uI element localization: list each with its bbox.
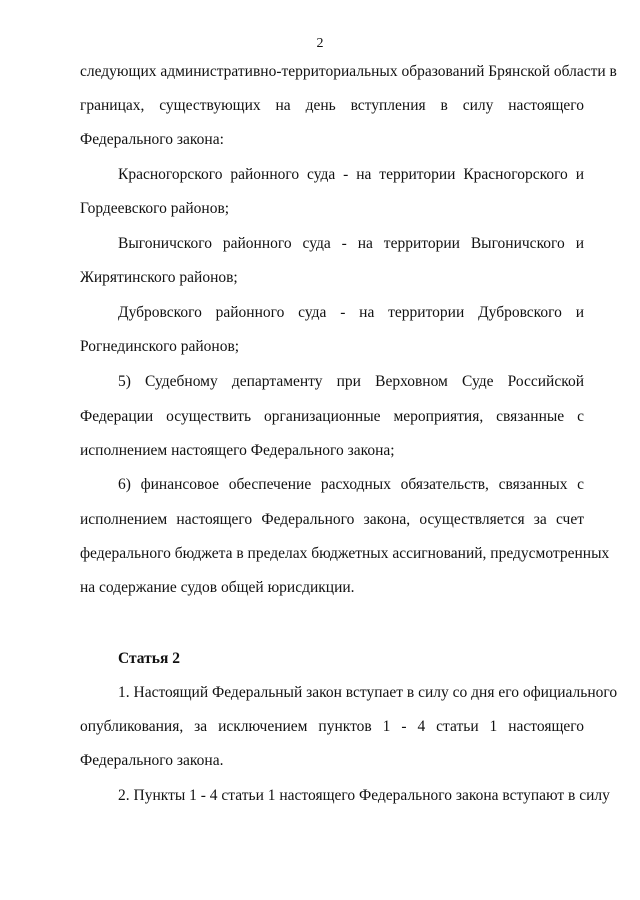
text-line: Выгоничского районного суда - на территории Выгоничского и [118, 235, 584, 252]
text-line: 2. Пункты 1 - 4 статьи 1 настоящего Федерального закона вступают в силу [118, 787, 610, 804]
text-line: исполнением настоящего Федерального закона, осуществляется за счет [80, 511, 584, 528]
section-heading: Статья 2 [118, 650, 180, 667]
text-line: 5) Судебному департаменту при Верховном Суде Российской [118, 373, 584, 390]
text-line: федерального бюджета в пределах бюджетных ассигнований, предусмотренных [80, 545, 610, 562]
text-line: Жирятинского районов; [80, 269, 238, 286]
text-line: на содержание судов общей юрисдикции. [80, 579, 355, 596]
text-line: Федерального закона. [80, 752, 224, 769]
text-line: Федерации осуществить организационные мероприятия, связанные с [80, 408, 584, 425]
text-line: границах, существующих на день вступления в силу настоящего [80, 97, 584, 114]
text-line: 1. Настоящий Федеральный закон вступает в силу со дня его официального [118, 684, 618, 701]
page-number: 2 [316, 36, 324, 51]
text-line: 6) финансовое обеспечение расходных обязательств, связанных с [118, 476, 584, 493]
text-line: Рогнединского районов; [80, 338, 240, 355]
text-line: следующих административно-территориальных образований Брянской области в [80, 63, 617, 80]
text-line: опубликования, за исключением пунктов 1 - 4 статьи 1 настоящего [80, 718, 584, 735]
text-line: Федерального закона: [80, 131, 224, 148]
text-line: исполнением настоящего Федерального закона; [80, 442, 395, 459]
text-line: Дубровского районного суда - на территории Дубровского и [118, 304, 584, 321]
text-line: Красногорского районного суда - на территории Красногорского и [118, 166, 584, 183]
text-line: Гордеевского районов; [80, 200, 230, 217]
